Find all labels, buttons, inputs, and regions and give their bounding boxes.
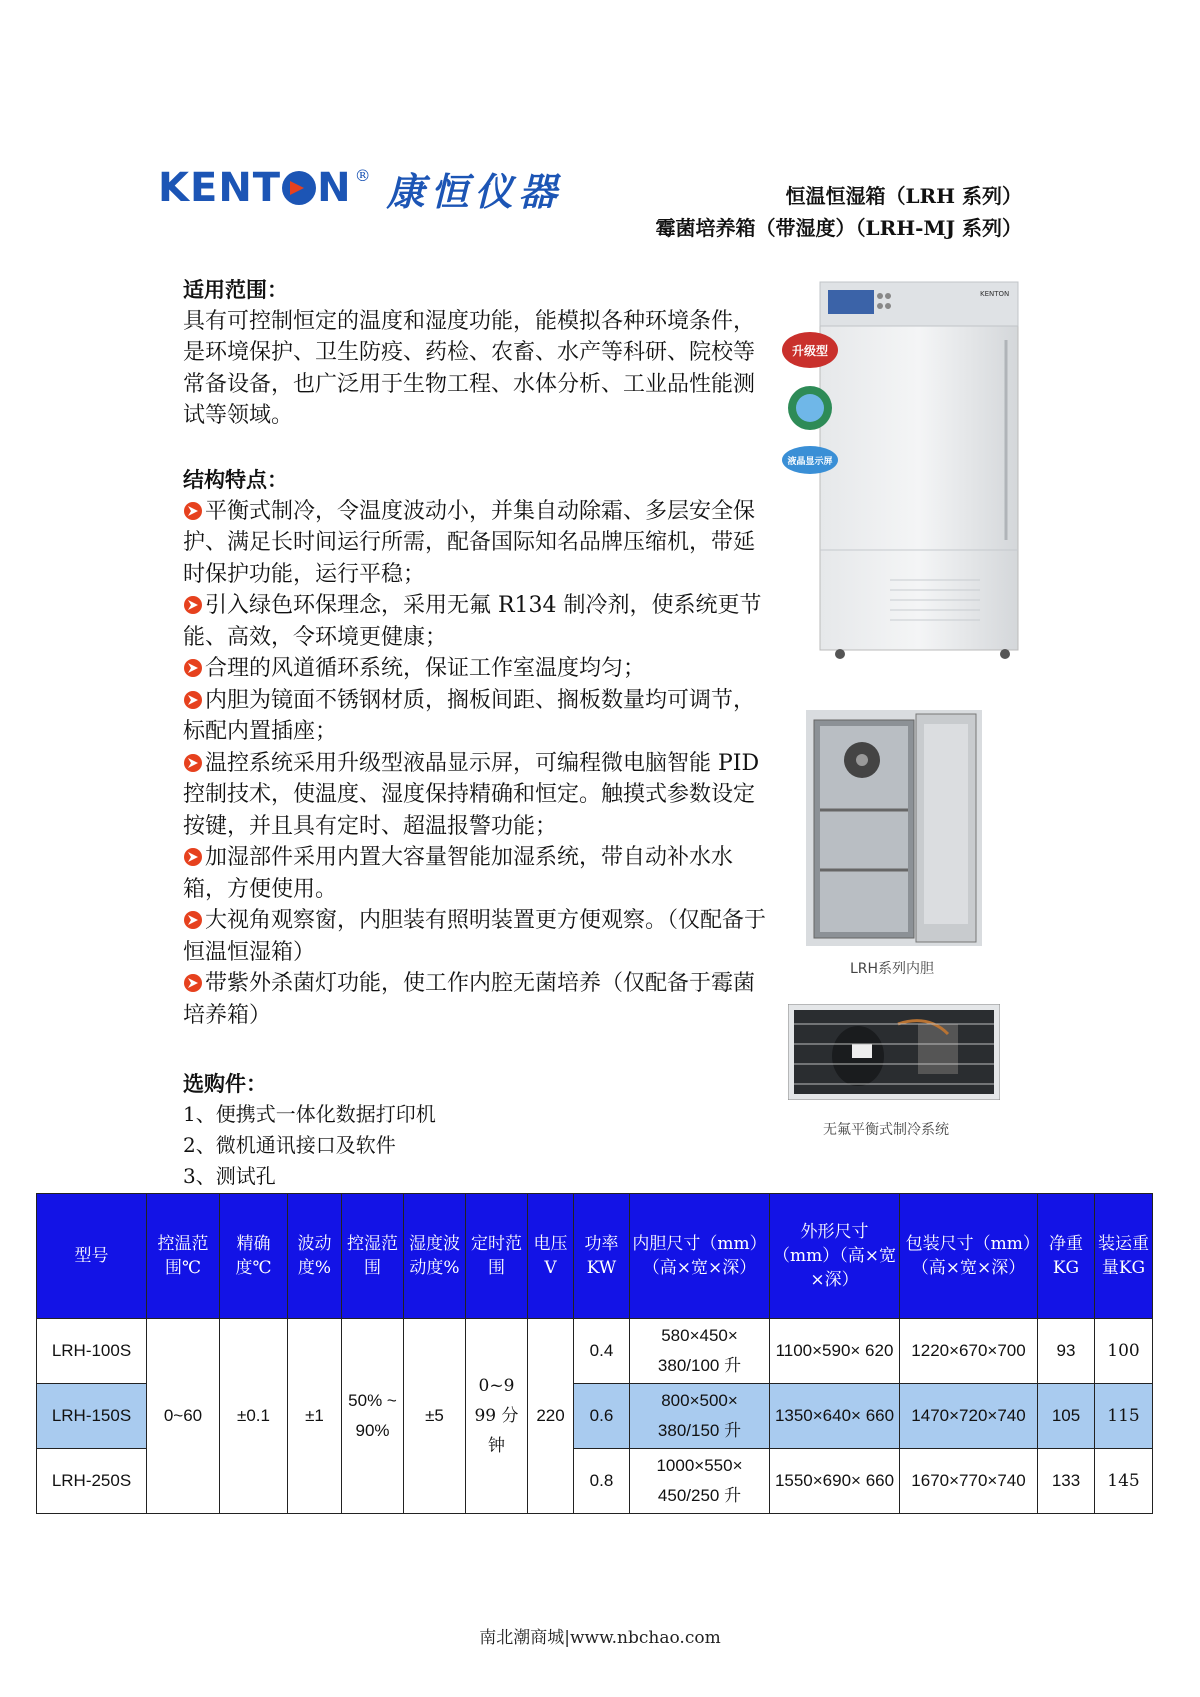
header-ship-weight: 装运重量KG <box>1095 1194 1153 1319</box>
compressor-image <box>788 1004 1000 1100</box>
header-model: 型号 <box>37 1194 147 1319</box>
cell-humidity-range: 50% ~ 90% <box>342 1319 404 1514</box>
header-humidity-fluct: 湿度波动度% <box>404 1194 466 1319</box>
series-title-lrh-mj: 霉菌培养箱（带湿度）（LRH-MJ 系列） <box>655 216 1022 240</box>
cell-voltage: 220 <box>528 1319 574 1514</box>
cell-package-size: 1670×770×740 <box>900 1449 1038 1514</box>
scope-section <box>183 274 773 432</box>
header-outer-size: 外形尺寸（mm）（高×宽×深） <box>770 1194 900 1319</box>
feature-item: 合理的风道循环系统，保证工作室温度均匀； <box>183 653 773 685</box>
cell-ship-weight: 100 <box>1095 1319 1153 1384</box>
feature-item: 加湿部件采用内置大容量智能加湿系统，带自动补水水箱，方便使用。 <box>183 845 734 902</box>
options-heading: 选购件： <box>183 1071 267 1096</box>
compressor-caption: 无氟平衡式制冷系统 <box>823 1122 949 1138</box>
features-section <box>183 464 773 1031</box>
inner-chamber-caption: LRH系列内胆 <box>850 961 935 977</box>
logo-o-arrow-icon <box>282 171 316 205</box>
feature-item: 引入绿色环保理念，采用无氟 R134 制冷剂，使系统更节能、高效，令环境更健康； <box>183 593 762 650</box>
cell-net-weight: 105 <box>1038 1384 1095 1449</box>
bullet-arrow-icon <box>183 658 203 678</box>
options-section <box>183 1068 773 1192</box>
cell-inner-size: 580×450× 380/100 升 <box>630 1319 770 1384</box>
cell-power: 0.8 <box>574 1449 630 1514</box>
cell-inner-size: 800×500× 380/150 升 <box>630 1384 770 1449</box>
cell-power: 0.4 <box>574 1319 630 1384</box>
cell-humidity-fluct: ±5 <box>404 1319 466 1514</box>
cell-model: LRH-250S <box>37 1449 147 1514</box>
cell-net-weight: 93 <box>1038 1319 1095 1384</box>
cell-package-size: 1470×720×740 <box>900 1384 1038 1449</box>
features-heading: 结构特点： <box>183 467 288 492</box>
cell-model: LRH-150S <box>37 1384 147 1449</box>
cell-model: LRH-100S <box>37 1319 147 1384</box>
cell-accuracy: ±0.1 <box>220 1319 288 1514</box>
feature-item: 平衡式制冷，令温度波动小，并集自动除霜、多层安全保护、满足长时间运行所需，配备国际知名品牌压缩机，带延时保护功能，运行平稳； <box>183 498 756 587</box>
cell-package-size: 1220×670×700 <box>900 1319 1038 1384</box>
series-title-lrh: 恒温恒湿箱（LRH 系列） <box>785 184 1022 208</box>
cell-temp-range: 0~60 <box>147 1319 220 1514</box>
bullet-arrow-icon <box>183 910 203 930</box>
cell-fluctuation: ±1 <box>288 1319 342 1514</box>
cell-outer-size: 1350×640× 660 <box>770 1384 900 1449</box>
header-timer: 定时范围 <box>466 1194 528 1319</box>
feature-item: 带紫外杀菌灯功能，使工作内腔无菌培养（仅配备于霉菌培养箱） <box>183 971 756 1028</box>
header-humidity-range: 控湿范围 <box>342 1194 404 1319</box>
logo-text-en: KENT N <box>158 165 352 211</box>
header-voltage: 电压V <box>528 1194 574 1319</box>
option-item: 1、便携式一体化数据打印机 <box>183 1102 436 1126</box>
cell-inner-size: 1000×550× 450/250 升 <box>630 1449 770 1514</box>
cell-outer-size: 1100×590× 620 <box>770 1319 900 1384</box>
bullet-arrow-icon <box>183 753 203 773</box>
cell-ship-weight: 145 <box>1095 1449 1153 1514</box>
svg-text:液晶显示屏: 液晶显示屏 <box>787 457 833 467</box>
scope-text: 具有可控制恒定的温度和湿度功能，能模拟各种环境条件，是环境保护、卫生防疫、药检、农畜、水产等科研、院校等常备设备，也广泛用于生物工程、水体分析、工业品性能测试等领域。 <box>183 308 756 428</box>
feature-item: 大视角观察窗，内胆装有照明装置更方便观察。（仅配备于恒温恒湿箱） <box>183 908 767 965</box>
header-net-weight: 净重KG <box>1038 1194 1095 1319</box>
header-power: 功率KW <box>574 1194 630 1319</box>
inner-chamber-image <box>806 710 982 946</box>
bullet-arrow-icon <box>183 847 203 867</box>
bullet-arrow-icon <box>183 973 203 993</box>
cell-ship-weight: 115 <box>1095 1384 1153 1449</box>
feature-item: 内胆为镜面不锈钢材质，搁板间距、搁板数量均可调节，标配内置插座； <box>183 687 756 744</box>
svg-text:KENTON: KENTON <box>980 290 1010 298</box>
logo-text-cn: 康恒仪器 <box>386 168 563 214</box>
cell-power: 0.6 <box>574 1384 630 1449</box>
table-row <box>37 1319 1153 1384</box>
header-package-size: 包装尺寸（mm）（高×宽×深） <box>900 1194 1038 1319</box>
header-fluctuation: 波动度% <box>288 1194 342 1319</box>
svg-text:升级型: 升级型 <box>791 344 829 358</box>
bullet-arrow-icon <box>183 595 203 615</box>
spec-table <box>36 1193 1153 1514</box>
company-logo <box>158 160 563 216</box>
table-header-row <box>37 1194 1153 1319</box>
header-inner-size: 内胆尺寸（mm）（高×宽×深） <box>630 1194 770 1319</box>
feature-item: 温控系统采用升级型液晶显示屏，可编程微电脑智能 PID 控制技术，使温度、湿度保持精确和恒定。触摸式参数设定按键，并且具有定时、超温报警功能； <box>183 750 760 839</box>
cell-outer-size: 1550×690× 660 <box>770 1449 900 1514</box>
cell-net-weight: 133 <box>1038 1449 1095 1514</box>
header-temp-range: 控温范围℃ <box>147 1194 220 1319</box>
option-item: 2、微机通讯接口及软件 <box>183 1133 396 1157</box>
footer-text: 南北潮商城|www.nbchao.com <box>479 1628 721 1648</box>
option-item: 3、测试孔 <box>183 1164 276 1188</box>
bullet-arrow-icon <box>183 501 203 521</box>
scope-heading: 适用范围： <box>183 277 288 302</box>
bullet-arrow-icon <box>183 690 203 710</box>
cabinet-product-image <box>780 280 1030 662</box>
registered-mark: ® <box>354 166 371 185</box>
header-accuracy: 精确度℃ <box>220 1194 288 1319</box>
cell-timer: 0~9 99 分钟 <box>466 1319 528 1514</box>
